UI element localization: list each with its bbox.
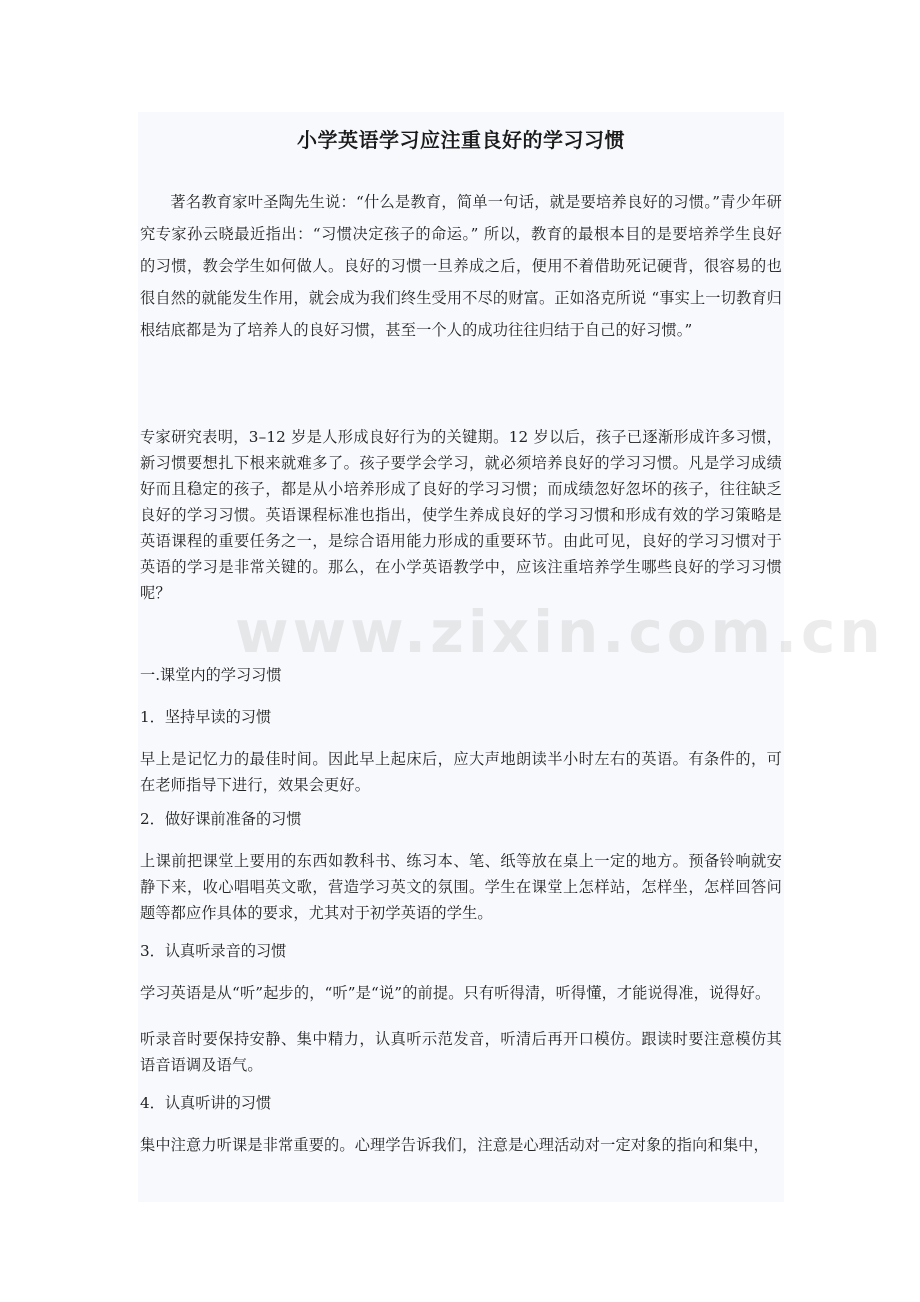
item-heading-1: 1．坚持早读的习惯 [140, 708, 272, 726]
item-body-3a: 学习英语是从“听”起步的，“听”是“说”的前提。只有听得清，听得懂，才能说得准，说得好。 [140, 984, 771, 1002]
intro-paragraph: 著名教育家叶圣陶先生说：“什么是教育，简单一句话，就是要培养良好的习惯。”青少年研究专家孙云晓最近指出：“习惯决定孩子的命运。” 所以，教育的最根本目的是要培养学生良好的习惯，教会学生如何做人。良好的习惯一旦养成之后，便用不着借助死记硬背，很容易的也很自然的就能发生作用，就会成为我们终生受用不尽的财富。正如洛克所说 “事实上一切教育归根结底都是为了培养人的良好习惯，甚至一个人的成功往往归结于自己的好习惯。” [140, 193, 782, 339]
item-heading-3: 3．认真听录音的习惯 [140, 942, 287, 960]
section-heading: 一.课堂内的学习习惯 [140, 666, 282, 684]
research-paragraph: 专家研究表明，3–12 岁是人形成良好行为的关键期。12 岁以后，孩子已逐渐形成许多习惯，新习惯要想扎下根来就难多了。孩子要学会学习，就必须培养良好的学习习惯。凡是学习成绩好而且稳定的孩子，都是从小培养形成了良好的学习习惯；而成绩忽好忽坏的孩子，往往缺乏良好的学习习惯。英语课程标准也指出，使学生养成良好的学习习惯和形成有效的学习策略是英语课程的重要任务之一，是综合语用能力形成的重要环节。由此可见，良好的学习习惯对于英语的学习是非常关键的。那么，在小学英语教学中，应该注重培养学生哪些良好的学习习惯呢？ [140, 428, 782, 602]
item-body-2: 上课前把课堂上要用的东西如教科书、练习本、笔、纸等放在桌上一定的地方。预备铃响就安静下来，收心唱唱英文歌，营造学习英文的氛围。学生在课堂上怎样站，怎样坐，怎样回答问题等都应作具体的要求，尤其对于初学英语的学生。 [140, 852, 782, 922]
item-body-3b: 听录音时要保持安静、集中精力，认真听示范发音，听清后再开口模仿。跟读时要注意模仿其语音语调及语气。 [140, 1030, 782, 1074]
item-body-4: 集中注意力听课是非常重要的。心理学告诉我们，注意是心理活动对一定对象的指向和集中， [140, 1136, 769, 1154]
item-heading-2: 2．做好课前准备的习惯 [140, 810, 302, 828]
document-title: 小学英语学习应注重良好的学习习惯 [297, 128, 625, 152]
item-body-1: 早上是记忆力的最佳时间。因此早上起床后，应大声地朗读半小时左右的英语。有条件的，可在老师指导下进行，效果会更好。 [140, 750, 782, 794]
article-body [138, 112, 784, 1202]
item-heading-4: 4．认真听讲的习惯 [140, 1094, 272, 1112]
